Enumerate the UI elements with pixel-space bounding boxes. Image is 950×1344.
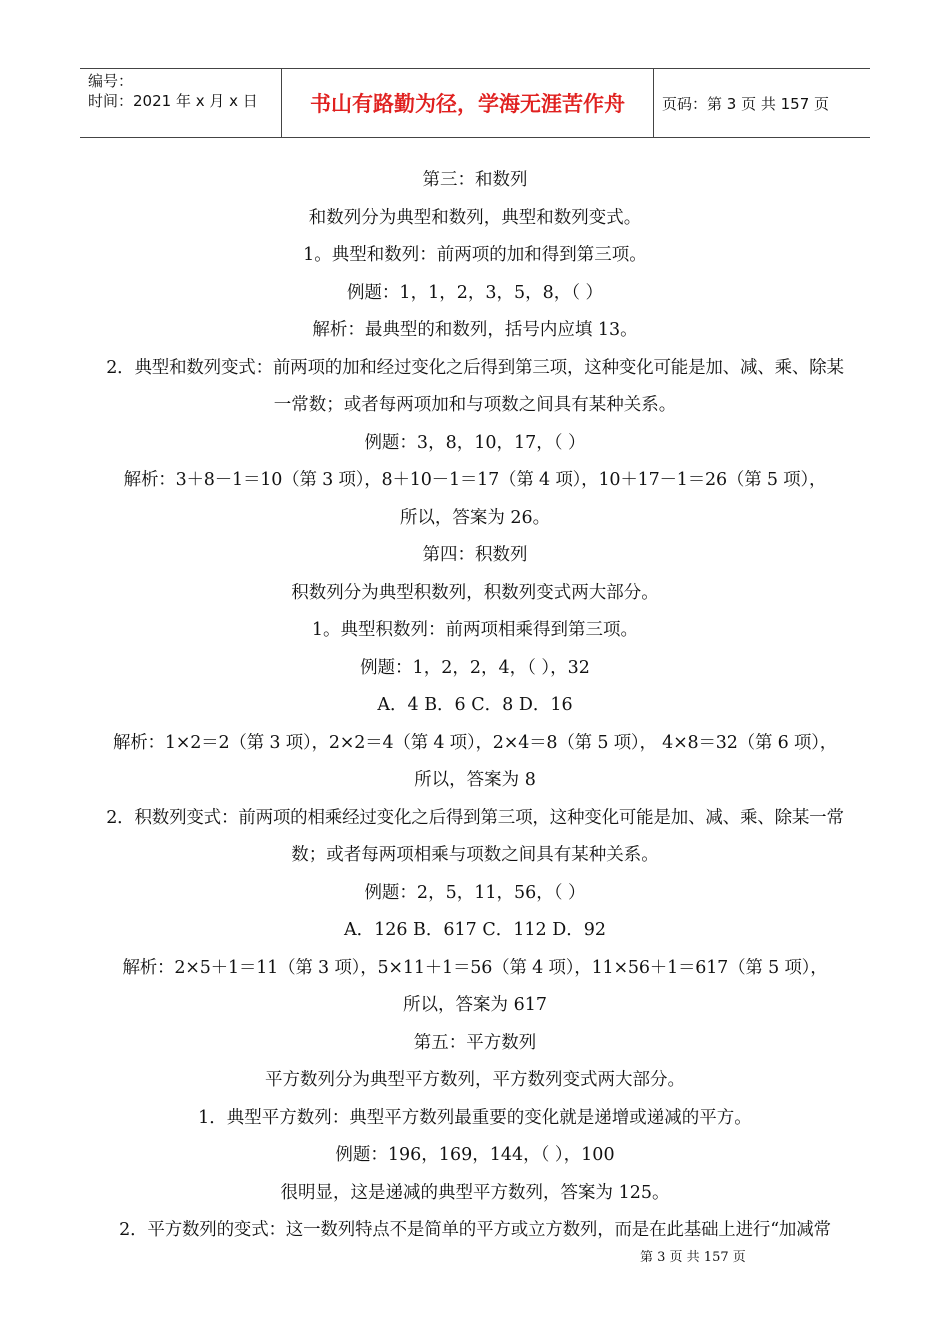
paragraph-line: 1。典型和数列：前两项的加和得到第三项。: [303, 245, 647, 265]
section-heading: 第三：和数列: [422, 170, 528, 190]
analysis-line: 解析：2×5＋1＝11（第 3 项），5×11＋1＝56（第 4 项），11×56＋1＝617（第 5 项），: [122, 957, 828, 978]
example-line: 例题：1，2，2，4，（ ），32: [360, 657, 590, 678]
paragraph-line: 2．典型和数列变式：前两项的加和经过变化之后得到第三项，这种变化可能是加、减、乘、除某: [106, 357, 844, 378]
analysis-line: 解析：3＋8－1＝10（第 3 项），8＋10－1＝17（第 4 项），10＋17－1＝26（第 5 项），: [123, 470, 827, 490]
example-line: 例题：196，169，144，（ ），100: [335, 1145, 615, 1165]
section-heading: 第五：平方数列: [413, 1032, 537, 1053]
document-number: 编号：: [88, 72, 134, 90]
analysis-line: 所以，答案为 8: [414, 770, 536, 790]
paragraph-line: 和数列分为典型和数列，典型和数列变式。: [308, 207, 642, 228]
example-line: 例题：3，8，10，17，（ ）: [364, 432, 586, 453]
options-line: A．4 B．6 C．8 D．16: [377, 695, 573, 715]
page-header: [80, 68, 870, 138]
analysis-line: 很明显，这是递减的典型平方数列，答案为 125。: [280, 1182, 670, 1203]
analysis-line: 解析：最典型的和数列，括号内应填 13。: [312, 320, 638, 340]
header-page-info: 页码：第 3 页 共 157 页: [662, 94, 830, 113]
paragraph-line: 1。典型积数列：前两项相乘得到第三项。: [311, 620, 639, 640]
page-footer: 第 3 页 共 157 页: [640, 1250, 746, 1265]
paragraph-line: 数；或者每两项相乘与项数之间具有某种关系。: [291, 845, 659, 865]
example-line: 例题：1，1，2，3，5，8，（ ）: [346, 282, 604, 303]
paragraph-line: 一常数；或者每两项加和与项数之间具有某种关系。: [273, 395, 677, 415]
header-meta: [80, 69, 282, 137]
analysis-line: 解析：1×2＝2（第 3 项），2×2＝4（第 4 项），2×4＝8（第 5 项）， 4×8＝32（第 6 项），: [112, 732, 838, 753]
example-line: 例题：2，5，11，56，（ ）: [364, 882, 586, 903]
paragraph-line: 积数列分为典型积数列，积数列变式两大部分。: [291, 582, 659, 603]
paragraph-line: 平方数列分为典型平方数列，平方数列变式两大部分。: [265, 1070, 685, 1090]
document-date: 时间：2021 年 x 月 x 日: [88, 92, 258, 110]
paragraph-line: 1．典型平方数列：典型平方数列最重要的变化就是递增或递减的平方。: [198, 1107, 752, 1128]
document-body: [60, 162, 890, 1250]
section-heading: 第四：积数列: [422, 545, 528, 565]
analysis-line: 所以，答案为 617: [403, 995, 547, 1015]
analysis-line: 所以，答案为 26。: [399, 507, 551, 528]
header-motto: 书山有路勤为径，学海无涯苦作舟: [282, 69, 654, 137]
options-line: A．126 B．617 C．112 D．92: [343, 920, 607, 940]
paragraph-line: 2．平方数列的变式：这一数列特点不是简单的平方或立方数列，而是在此基础上进行“加减常: [119, 1220, 831, 1240]
paragraph-line: 2．积数列变式：前两项的相乘经过变化之后得到第三项，这种变化可能是加、减、乘、除某一常: [106, 807, 844, 828]
